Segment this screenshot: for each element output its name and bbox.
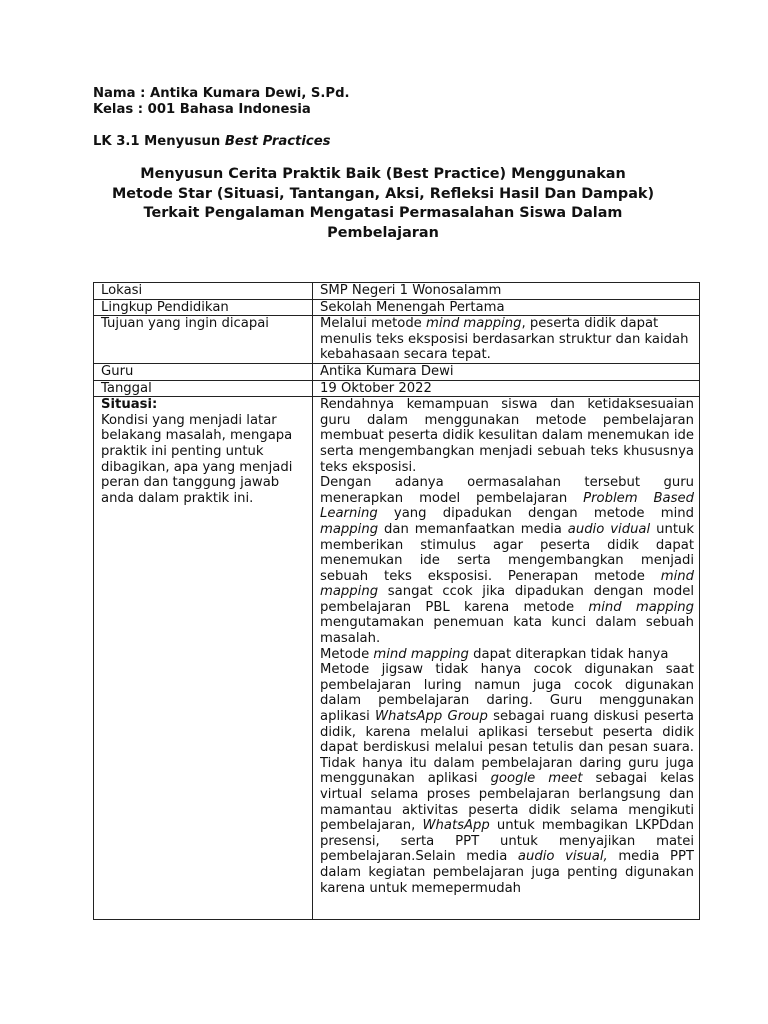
p4-italic-4: audio visual, [517, 849, 608, 865]
tujuan-value [313, 316, 700, 364]
p4-italic-3: WhatsApp [422, 818, 490, 834]
nama-line: Nama : Antika Kumara Dewi, S.Pd. [93, 86, 350, 101]
document-heading [110, 165, 656, 243]
guru-value: Antika Kumara Dewi [313, 363, 700, 380]
p4-text-5: media PPT dalam kegiatan pembelajaran juga penting digunakan karena untuk memepermudah [320, 849, 694, 896]
identity-block [93, 86, 350, 118]
lk-title [93, 134, 330, 150]
p4-italic-1: WhatsApp Group [375, 709, 488, 725]
situasi-paragraph-3 [320, 647, 694, 663]
best-practice-table [93, 282, 700, 920]
lokasi-value: SMP Negeri 1 Wonosalamm [313, 283, 700, 300]
p4-text-1: Metode jigsaw tidak hanya cocok digunakan saat pembelajaran luring namun juga cocok digunakan dalam pembelajaran daring. Guru menggunakan aplikasi [320, 662, 694, 725]
situasi-label-cell [94, 397, 313, 920]
row-tujuan [94, 316, 700, 364]
tujuan-text-1: Melalui metode [320, 316, 426, 332]
p2-italic-1: Problem Based Learning [320, 490, 694, 522]
situasi-content-clip [320, 397, 694, 919]
p4-text-3: sebagai kelas virtual selama proses pembelajaran berlangsung dan mamantau aktivitas peserta didik selama mengikuti pembelajaran, [320, 771, 694, 834]
situasi-paragraph-2 [320, 475, 694, 647]
p2-text-5: sangat ccok jika dipadukan dengan model pembelajaran PBL karena metode [320, 584, 694, 615]
lk-prefix: LK 3.1 Menyusun [93, 134, 225, 149]
p2-text-3: dan memanfaatkan media [378, 521, 568, 537]
p2-text-4: untuk memberikan stimulus agar peserta didik dapat menemukan ide serta mengembangkan menjadi sebuah teks eksposisi. Penerapan metode [320, 521, 694, 584]
p2-italic-5: mind mapping [588, 599, 694, 615]
p3-text-1: Metode [320, 646, 374, 662]
p3-text-2: dapat diterapkan tidak hanya [468, 646, 669, 662]
row-lokasi [94, 283, 700, 300]
lingkup-label: Lingkup Pendidikan [94, 299, 313, 316]
p4-italic-2: google meet [490, 771, 583, 787]
lingkup-value: Sekolah Menengah Pertama [313, 299, 700, 316]
tujuan-text-2: , peserta didik dapat menulis teks eksposisi berdasarkan struktur dan kaidah kebahasaan secara tepat. [320, 316, 689, 363]
p4-text-2: sebagai ruang diskusi peserta didik, karena melalui aplikasi tersebut peserta didik dapat berdiskusi melalui pesan tetulis dan pesan suara. Tidak hanya itu dalam pembelajaran daring guru juga menggunakan aplikasi [320, 709, 694, 787]
p2-text-2: yang dipadukan dengan metode mind [377, 506, 694, 522]
situasi-description: Kondisi yang menjadi latar belakang masalah, mengapa praktik ini penting untuk dibagikan, apa yang menjadi peran dan tanggung jawab anda dalam praktik ini. [101, 412, 293, 506]
tanggal-label: Tanggal [94, 380, 313, 397]
situasi-label: Situasi: [101, 397, 158, 413]
tanggal-value: 19 Oktober 2022 [313, 380, 700, 397]
situasi-content [313, 397, 700, 920]
situasi-paragraph-4 [320, 662, 694, 896]
heading-line-2: Terkait Pengalaman Mengatasi Permasalahan Siswa Dalam Pembelajaran [143, 205, 623, 241]
lokasi-label: Lokasi [94, 283, 313, 300]
row-guru [94, 363, 700, 380]
guru-label: Guru [94, 363, 313, 380]
p2-text-6: mengutamakan penemuan kata kunci dalam sebuah masalah. [320, 615, 694, 647]
tujuan-italic: mind mapping [426, 316, 522, 332]
p2-italic-3: audio vidual [567, 521, 651, 537]
lk-italic: Best Practices [224, 134, 331, 149]
heading-line-1: Menyusun Cerita Praktik Baik (Best Practice) Menggunakan Metode Star (Situasi, Tantangan, Aksi, Refleksi Hasil Dan Dampak) [111, 166, 655, 202]
p2-italic-2: mapping [320, 521, 379, 537]
row-situasi [94, 397, 700, 920]
kelas-line: Kelas : 001 Bahasa Indonesia [93, 102, 311, 117]
p2-italic-4: mind mapping [320, 568, 694, 600]
row-tanggal [94, 380, 700, 397]
situasi-paragraph-1: Rendahnya kemampuan siswa dan ketidaksesuaian guru dalam menggunakan metode pembelajaran membuat peserta didik kesulitan dalam menemukan ide serta mengembangkan menjadi sebuah teks khususnya teks eksposisi. [320, 397, 694, 475]
p2-text-1: Dengan adanya oermasalahan tersebut guru menerapkan model pembelajaran [320, 475, 694, 506]
p4-text-4: untuk membagikan LKPDdan presensi, serta PPT untuk menyajikan matei pembelajaran.Selain media [320, 818, 694, 865]
row-lingkup [94, 299, 700, 316]
p3-italic-1: mind mapping [373, 646, 469, 662]
tujuan-label: Tujuan yang ingin dicapai [94, 316, 313, 364]
